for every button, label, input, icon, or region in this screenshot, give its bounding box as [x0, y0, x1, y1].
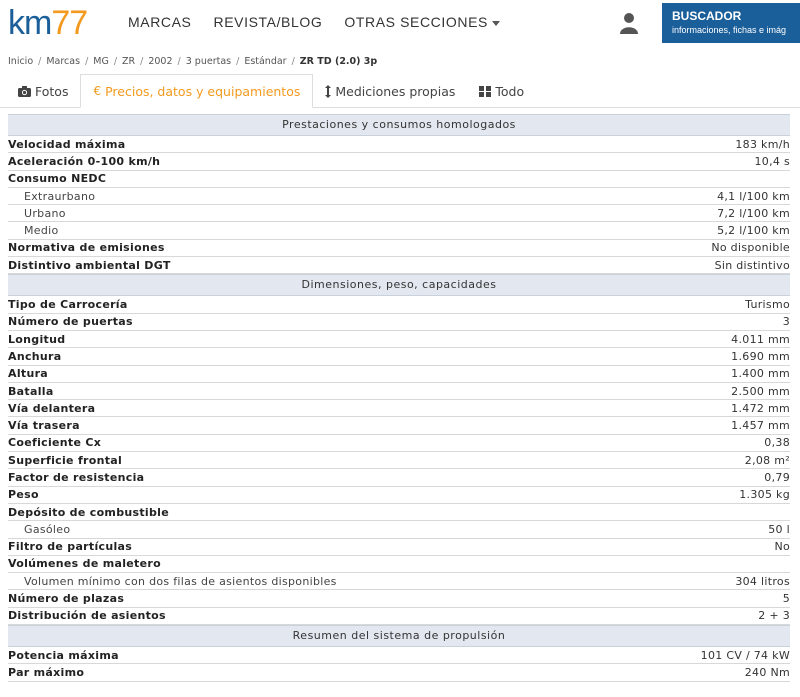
spec-label: Par máximo — [8, 665, 85, 679]
spec-row — [8, 240, 790, 257]
spec-row — [8, 348, 790, 365]
spec-label: Extraurbano — [24, 189, 96, 203]
spec-label: Tipo de Carrocería — [8, 298, 128, 312]
spec-row — [8, 205, 790, 222]
caret-down-icon — [492, 21, 500, 26]
spec-value: 304 litros — [735, 574, 790, 588]
spec-row — [8, 487, 790, 504]
spec-value: 4,1 l/100 km — [717, 189, 790, 203]
spec-label: Distribución de asientos — [8, 609, 166, 623]
spec-row — [8, 383, 790, 400]
spec-label: Anchura — [8, 349, 62, 363]
user-icon[interactable] — [620, 12, 638, 34]
spec-row — [8, 504, 790, 521]
tab-mediciones-label: Mediciones propias — [335, 83, 456, 99]
breadcrumb-item[interactable]: Estándar — [244, 56, 287, 67]
main-nav — [128, 14, 500, 30]
spec-label: Depósito de combustible — [8, 505, 169, 519]
spec-row — [8, 435, 790, 452]
spec-row — [8, 539, 790, 556]
tab-fotos-label: Fotos — [35, 83, 69, 99]
spec-value: 101 CV / 74 kW — [700, 648, 790, 662]
nav-otras-secciones-label: OTRAS SECCIONES — [344, 14, 488, 30]
tab-todo[interactable] — [467, 74, 536, 108]
section-header: Dimensiones, peso, capacidades — [8, 274, 790, 296]
spec-label: Volumen mínimo con dos filas de asientos disponibles — [24, 574, 337, 588]
spec-row — [8, 556, 790, 573]
spec-row — [8, 257, 790, 274]
spec-label: Consumo NEDC — [8, 172, 107, 186]
spec-value: 2,08 m² — [744, 453, 790, 467]
tab-precios-datos[interactable] — [80, 74, 313, 108]
spec-value: Turismo — [745, 298, 790, 312]
spec-value: 2.500 mm — [731, 384, 790, 398]
spec-label: Potencia máxima — [8, 648, 119, 662]
spec-row — [8, 400, 790, 417]
spec-label: Batalla — [8, 384, 54, 398]
search-title: BUSCADOR — [672, 9, 742, 23]
spec-row — [8, 222, 790, 239]
spec-row — [8, 331, 790, 348]
spec-row — [8, 296, 790, 313]
spec-label: Número de puertas — [8, 315, 133, 329]
spec-row — [8, 664, 790, 681]
euro-icon: € — [93, 84, 102, 98]
tab-bar — [0, 74, 800, 108]
tab-precios-label: Precios, datos y equipamientos — [105, 83, 301, 99]
spec-value: 183 km/h — [735, 137, 790, 151]
spec-value: 5 — [782, 592, 790, 606]
spec-value: 1.400 mm — [731, 367, 790, 381]
site-header — [0, 0, 800, 48]
spec-row — [8, 573, 790, 590]
spec-row — [8, 452, 790, 469]
spec-value: 5,2 l/100 km — [717, 224, 790, 238]
spec-row — [8, 469, 790, 486]
spec-value: 10,4 s — [754, 154, 790, 168]
camera-icon — [18, 86, 31, 97]
spec-label: Gasóleo — [24, 522, 71, 536]
spec-value: 1.472 mm — [731, 401, 790, 415]
spec-row — [8, 153, 790, 170]
spec-label: Volúmenes de maletero — [8, 557, 161, 571]
spec-label: Factor de resistencia — [8, 470, 145, 484]
spec-label: Superficie frontal — [8, 453, 123, 467]
spec-label: Peso — [8, 488, 39, 502]
spec-value: 1.457 mm — [731, 419, 790, 433]
spec-value: 0,38 — [764, 436, 790, 450]
spec-value: 7,2 l/100 km — [717, 206, 790, 220]
tab-todo-label: Todo — [495, 83, 525, 99]
breadcrumb-item[interactable]: Inicio — [8, 56, 34, 67]
spec-row — [8, 608, 790, 625]
spec-value: No — [774, 540, 790, 554]
spec-row — [8, 136, 790, 153]
spec-label: Vía delantera — [8, 401, 96, 415]
breadcrumb-item[interactable]: Marcas — [46, 56, 81, 67]
logo-km: km — [8, 4, 52, 42]
breadcrumb-item[interactable]: 3 puertas — [185, 56, 232, 67]
search-button[interactable] — [662, 3, 800, 43]
breadcrumb-item[interactable]: MG — [93, 56, 109, 67]
spec-label: Número de plazas — [8, 592, 125, 606]
spec-row — [8, 417, 790, 434]
spec-label: Aceleración 0-100 km/h — [8, 154, 161, 168]
tab-fotos[interactable] — [0, 74, 80, 108]
spec-value: 2 + 3 — [758, 609, 790, 623]
spec-row — [8, 188, 790, 205]
ruler-icon — [325, 85, 331, 98]
logo-number: 77 — [51, 4, 88, 42]
spec-value: 50 l — [768, 522, 790, 536]
spec-label: Altura — [8, 367, 49, 381]
spec-value: No disponible — [711, 241, 790, 255]
nav-revista-blog[interactable]: REVISTA/BLOG — [213, 14, 323, 30]
grid-icon — [479, 86, 491, 97]
spec-label: Urbano — [24, 206, 66, 220]
spec-row — [8, 366, 790, 383]
spec-value: 1.305 kg — [739, 488, 790, 502]
spec-row — [8, 521, 790, 538]
breadcrumb-item[interactable]: ZR — [122, 56, 136, 67]
tab-mediciones[interactable] — [313, 74, 467, 108]
breadcrumb: Inicio / Marcas / MG / ZR / 2002 / 3 puertas / Estándar / ZR TD (2.0) 3p — [8, 56, 378, 67]
nav-otras-secciones[interactable] — [344, 14, 500, 30]
nav-marcas[interactable]: MARCAS — [128, 14, 192, 30]
spec-label: Distintivo ambiental DGT — [8, 258, 171, 272]
spec-label: Filtro de partículas — [8, 540, 133, 554]
breadcrumb-current: ZR TD (2.0) 3p — [299, 56, 378, 67]
spec-value: Sin distintivo — [714, 258, 790, 272]
spec-label: Coeficiente Cx — [8, 436, 102, 450]
search-subtitle: informaciones, fichas e imág — [672, 25, 787, 35]
spec-row — [8, 171, 790, 188]
spec-label: Normativa de emisiones — [8, 241, 165, 255]
spec-row — [8, 314, 790, 331]
spec-value: 3 — [782, 315, 790, 329]
spec-value: 4.011 mm — [731, 332, 790, 346]
section-header: Prestaciones y consumos homologados — [8, 114, 790, 136]
breadcrumb-item[interactable]: 2002 — [148, 56, 173, 67]
spec-row — [8, 647, 790, 664]
spec-value: 1.690 mm — [731, 349, 790, 363]
spec-label: Vía trasera — [8, 419, 80, 433]
spec-value: 0,79 — [764, 470, 790, 484]
spec-value: 240 Nm — [744, 665, 790, 679]
spec-label: Medio — [24, 224, 59, 238]
spec-table — [8, 114, 790, 682]
spec-row — [8, 590, 790, 607]
spec-label: Longitud — [8, 332, 66, 346]
site-logo[interactable] — [8, 4, 87, 42]
spec-label: Velocidad máxima — [8, 137, 126, 151]
section-header: Resumen del sistema de propulsión — [8, 625, 790, 647]
